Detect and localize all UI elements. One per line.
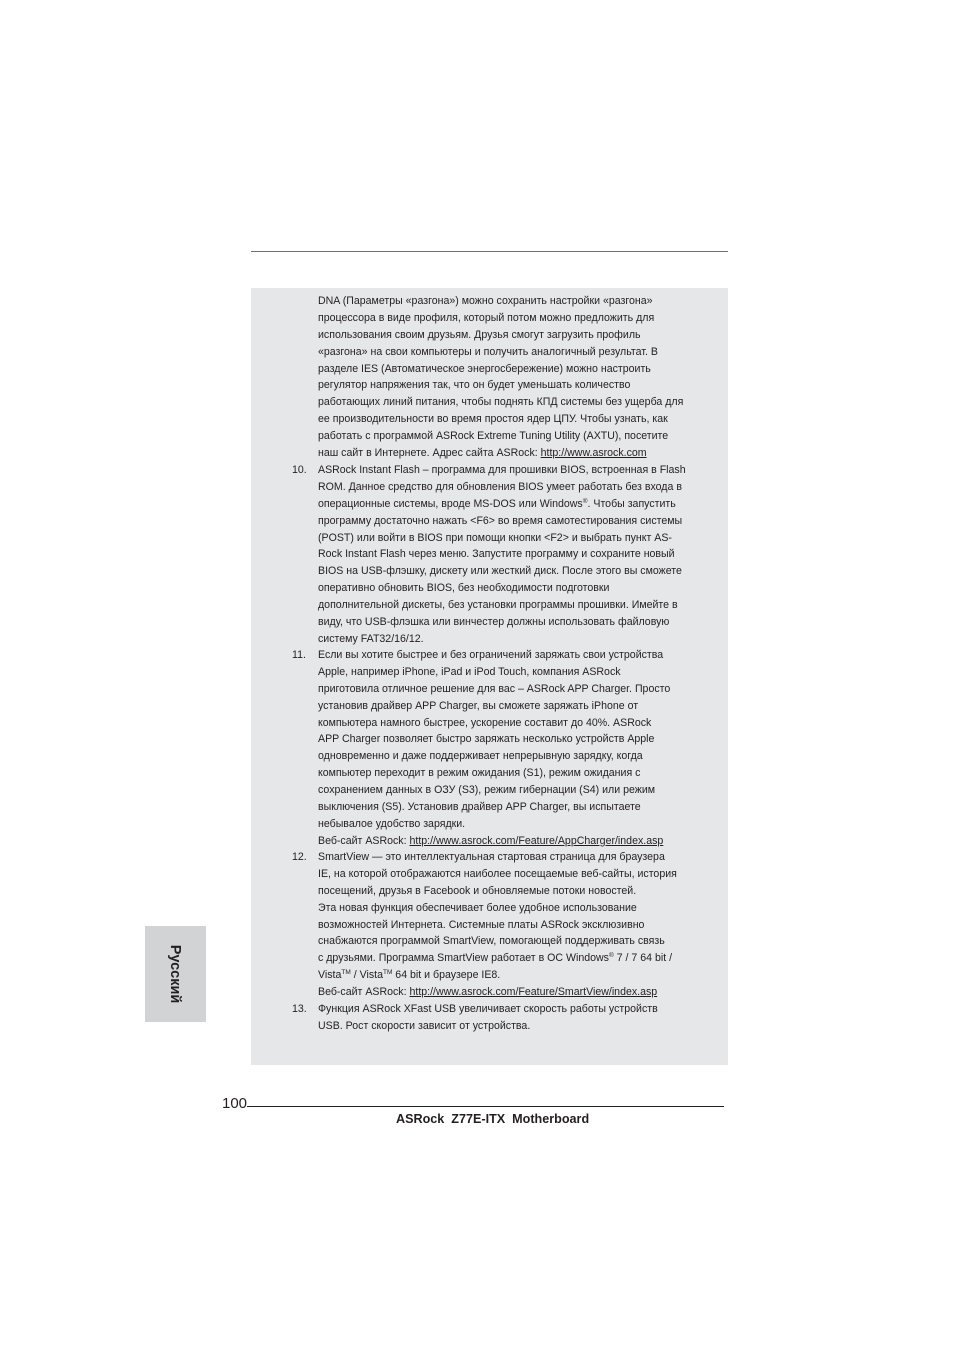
item-12-paragraph [318, 849, 718, 1001]
text-line: возможностей Интернета. Системные платы ASRock эксклюзивно [318, 918, 645, 931]
text-line: «разгона» на свои компьютеры и получить аналогичный результат. В [318, 345, 658, 358]
text-line: Эта новая функция обеспечивает более удобное использование [318, 901, 637, 914]
asrock-website-link[interactable]: http://www.asrock.com [540, 447, 647, 460]
text-line: регулятор напряжения так, что он будет уменьшать количество [318, 379, 631, 392]
text-line: ASRock Instant Flash – программа для прошивки BIOS, встроенная в Flash [318, 464, 686, 476]
text-line: посещений, друзья в Facebook и обновляемые потоки новостей. [318, 884, 637, 897]
text-line: снабжаются программой SmartView, помогающей поддерживать связь [318, 935, 665, 948]
text-line: Apple, например iPhone, iPad и iPod Touch, компания ASRock [318, 665, 621, 678]
text-line: ее производительности во время простоя ядер ЦПУ. Чтобы узнать, как [318, 413, 668, 426]
text-line: процессора в виде профиля, который потом можно предложить для [318, 311, 655, 324]
text-line: SmartView — это интеллектуальная стартовая страница для браузера [318, 851, 665, 863]
text-line: приготовила отличное решение для вас – ASRock APP Charger. Просто [318, 682, 671, 695]
text-line [318, 950, 718, 967]
text-line: ROM. Данное средство для обновления BIOS умеет работать без входа в [318, 480, 682, 493]
item-13-paragraph [318, 1001, 718, 1035]
registered-mark: ® [582, 497, 588, 505]
text-line [318, 445, 718, 462]
text-fragment: Веб-сайт ASRock: [318, 834, 410, 847]
text-line: работающих линий питания, чтобы поднять КПД системы без ущерба для [318, 396, 684, 409]
text-line: Rock Instant Flash через меню. Запустите программу и сохраните новый [318, 548, 675, 561]
text-line: программу достаточно нажать <F6> во время самотестирования системы [318, 514, 683, 527]
text-line: (POST) или войти в BIOS при помощи кнопки <F2> и выбрать пункт AS- [318, 531, 672, 544]
page-number: 100 [222, 1095, 248, 1112]
text-line: использования своим друзьям. Друзья смогут загрузить профиль [318, 328, 641, 341]
language-label: Русский [167, 944, 183, 1004]
text-line: компьютера намного быстрее, ускорение составит до 40%. ASRock [318, 716, 652, 729]
text-fragment: с друзьями. Программа SmartView работает в ОС Windows [318, 952, 609, 965]
text-fragment: Vista [318, 969, 342, 982]
text-line: установив драйвер APP Charger, вы сможете заряжать iPhone от [318, 699, 639, 712]
text-line: небывалое удобство зарядки. [318, 817, 466, 830]
text-line: Функция ASRock XFast USB увеличивает скорость работы устройств [318, 1003, 658, 1015]
text-fragment: 64 bit и браузере IE8. [392, 969, 501, 982]
item-12-number: 12. [292, 851, 307, 863]
footer-rule [247, 1106, 724, 1107]
language-tab [145, 926, 206, 1022]
trademark-mark: TM [382, 969, 393, 977]
text-line: IE, на которой отображаются наиболее посещаемые веб-сайты, история [318, 867, 677, 880]
item-11-paragraph [318, 647, 718, 850]
text-fragment: 7 / 7 64 bit / [613, 952, 673, 965]
text-fragment: наш сайт в Интернете. Адрес сайта ASRock: [318, 447, 541, 460]
app-charger-link[interactable]: http://www.asrock.com/Feature/AppCharger/index.asp [409, 834, 664, 847]
intro-paragraph [318, 293, 718, 462]
text-line [318, 967, 718, 984]
text-line: виду, что USB-флэшка или винчестер должны использовать файловую [318, 616, 670, 629]
text-line: систему FAT32/16/12. [318, 632, 424, 645]
text-fragment: Веб-сайт ASRock: [318, 986, 410, 999]
text-line: USB. Рост скорости зависит от устройства. [318, 1019, 531, 1032]
footer-title: ASRock Z77E-ITX Motherboard [396, 1112, 590, 1126]
text-line [318, 984, 718, 1001]
text-line: сохранением данных в ОЗУ (S3), режим гибернации (S4) или режим [318, 784, 656, 797]
text-line: компьютер переходит в режим ожидания (S1), режим ожидания с [318, 767, 641, 780]
text-fragment: . Чтобы запустить [587, 497, 676, 510]
text-fragment: / Vista [350, 969, 383, 982]
text-line: выключения (S5). Установив драйвер APP Charger, вы испытаете [318, 801, 641, 814]
text-line [318, 833, 718, 850]
text-line: разделе IES (Автоматическое энергосбережение) можно настроить [318, 362, 651, 375]
smartview-link[interactable]: http://www.asrock.com/Feature/SmartView/index.asp [409, 986, 658, 999]
header-rule [251, 251, 728, 252]
text-line: BIOS на USB-флэшку, дискету или жесткий диск. После этого вы сможете [318, 565, 682, 578]
text-line: дополнительной дискеты, без установки программы прошивки. Имейте в [318, 599, 678, 612]
text-line: APP Charger позволяет быстро заряжать несколько устройств Apple [318, 733, 655, 746]
item-11-number: 11. [292, 649, 306, 661]
text-fragment: операционные системы, вроде MS-DOS или Windows [318, 497, 583, 510]
registered-mark: ® [608, 952, 614, 960]
text-line: работать с программой ASRock Extreme Tuning Utility (AXTU), посетите [318, 430, 669, 443]
text-line: Если вы хотите быстрее и без ограничений заряжать свои устройства [318, 649, 664, 661]
trademark-mark: TM [341, 969, 351, 977]
text-line: одновременно и даже поддерживает непрерывную зарядку, когда [318, 750, 643, 763]
text-line: DNA (Параметры «разгона») можно сохранить настройки «разгона» [318, 295, 653, 307]
text-line: оперативно обновить BIOS, без необходимости подготовки [318, 582, 610, 595]
item-10-paragraph [318, 462, 718, 648]
text-line [318, 496, 718, 513]
item-13-number: 13. [292, 1003, 307, 1015]
item-10-number: 10. [292, 464, 307, 476]
